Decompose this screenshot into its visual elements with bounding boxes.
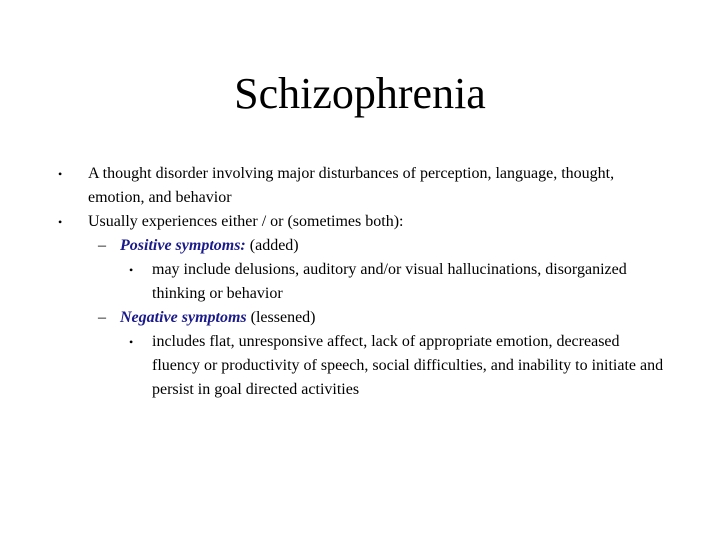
bullet-definition: [58, 162, 668, 210]
slide-title: Schizophrenia: [234, 69, 486, 118]
bullet-marker: •: [58, 215, 63, 229]
bullet-marker: •: [129, 263, 134, 277]
bullet-marker: •: [129, 335, 134, 349]
positive-symptoms-term: Positive symptoms:: [120, 237, 246, 254]
bullet-text: A thought disorder involving major disturbances of perception, language, thought, emotion, and behavior: [88, 165, 615, 206]
dash-marker: –: [98, 309, 106, 326]
negative-symptoms-qualifier: (lessened): [246, 309, 316, 326]
detail-text: may include delusions, auditory and/or visual hallucinations, disorganized thinking or behavior: [152, 261, 627, 302]
positive-symptoms-qualifier: (added): [245, 237, 299, 254]
negative-symptoms-term: Negative symptoms: [120, 309, 247, 326]
dash-marker: –: [98, 237, 106, 254]
bullet-marker: •: [58, 167, 63, 181]
slide-content: [58, 162, 668, 402]
positive-symptoms-detail: [58, 258, 668, 306]
negative-symptoms-detail: [58, 330, 668, 402]
bullet-text: Usually experiences either / or (sometimes both):: [88, 213, 404, 230]
detail-text: includes flat, unresponsive affect, lack of appropriate emotion, decreased fluency or productivity of speech, social difficulties, and inability to initiate and persist in goal directed activities: [152, 333, 664, 398]
sub-bullet-positive-symptoms: [58, 234, 668, 258]
bullet-symptom-types: [58, 210, 668, 234]
sub-bullet-negative-symptoms: [58, 306, 668, 330]
